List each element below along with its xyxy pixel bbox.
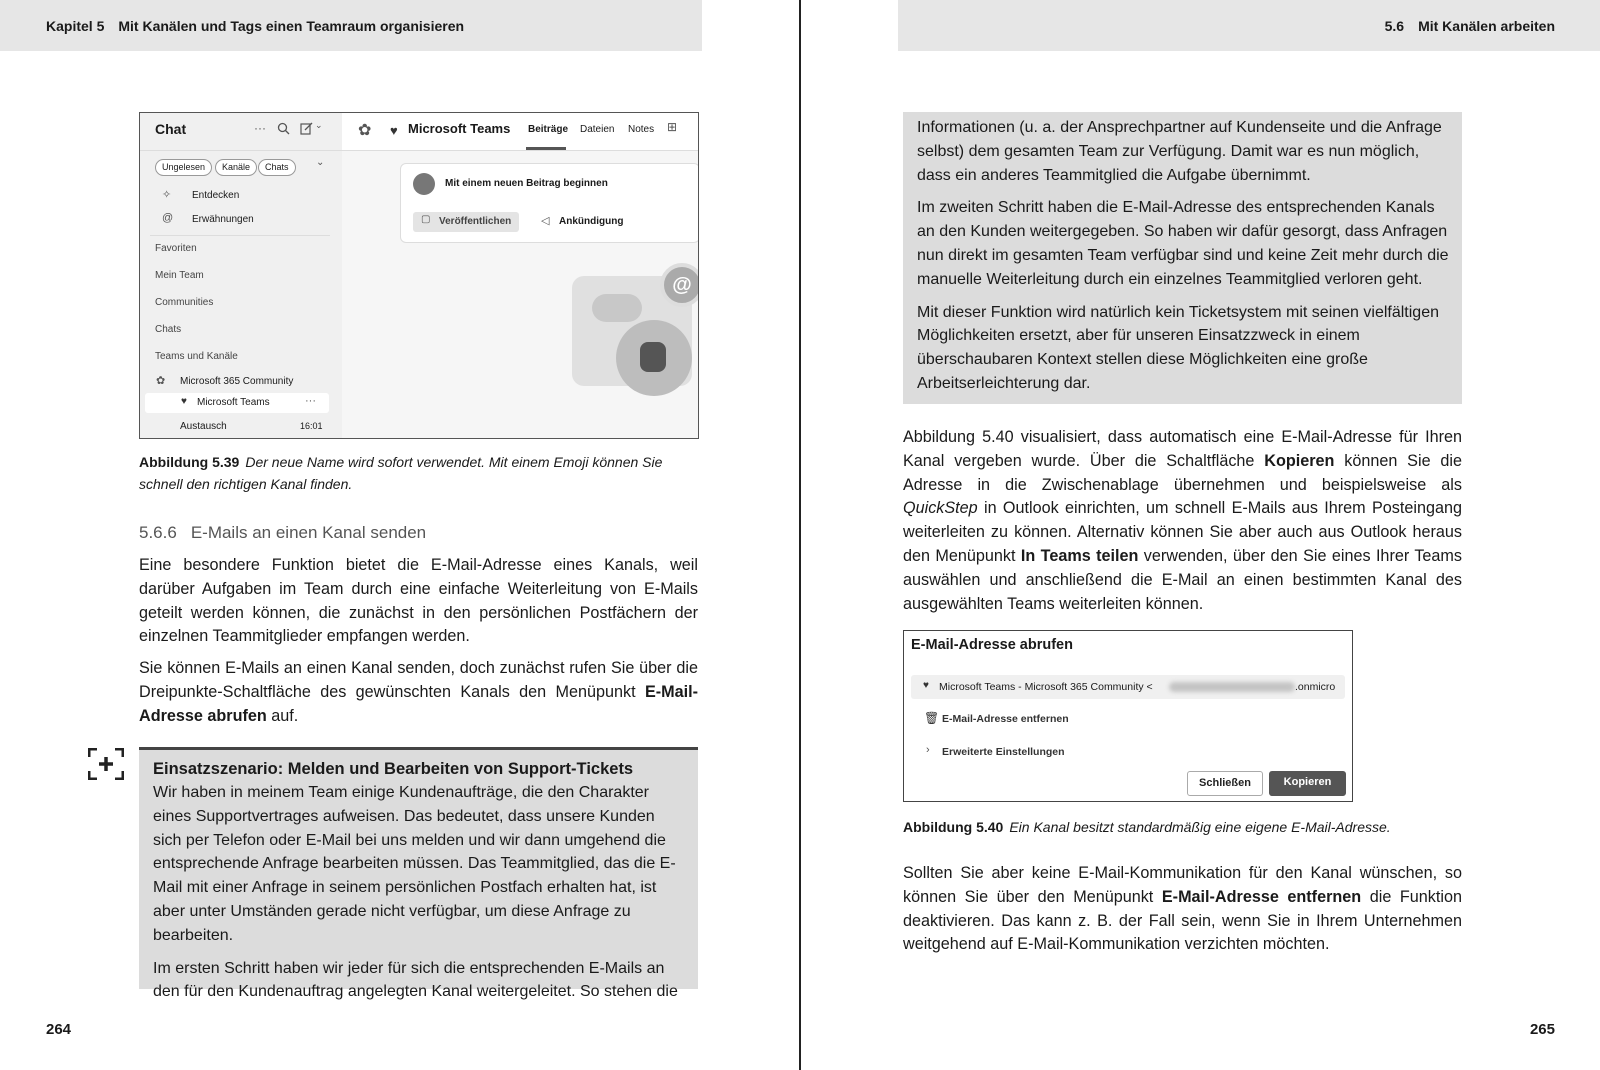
para2-bold: E-Mail-Adresse abrufen [139,682,698,725]
body-paragraph-3 [903,426,1462,616]
mention-icon: @ [162,212,174,224]
scenario-title: Einsatzszenario: Melden und Bearbeiten von Support-Tickets [153,760,634,778]
figure-text: Ein Kanal besitzt standardmäßig eine eigene E-Mail-Adresse. [1009,819,1391,835]
para4-bold: E-Mail-Adresse entfernen [1161,887,1362,906]
chevron-down-icon: ⌄ [315,120,323,130]
para3-text-d: in Outlook einrichten, um schnell E-Mails aus Ihrem Posteingang weiterleiten zu können. Alternativ können Sie aber auch aus Outlook heraus den Menüpunkt [903,499,1462,565]
section-chats: Chats [155,324,182,335]
compose-icon [300,122,313,135]
chat-sidebar [140,113,342,438]
scenario-cont-paragraph-1: Informationen (u. a. der Ansprechpartner auf Kundenseite und die Anfrage selbst) dem gesamten Team zur Verfügung. Damit war es nun möglich, dass ein anderes Teammitglied die Aufgabe übernimmt. [917,119,1442,184]
scenario-focus-icon [88,748,124,780]
team-avatar-icon: ✿ [156,375,166,387]
section-favorites: Favoriten [155,243,197,254]
search-icon [277,122,290,135]
figure-caption-539 [139,451,698,495]
right-page [802,0,1600,1070]
para4-text-c: die Funktion deaktivieren. Das kann z. B. der Fall sein, wenn Sie in Ihrem Unternehmen weitgehend auf E-Mail-Kommunikation verzichten möchten. [903,887,1462,954]
section-communities: Communities [155,297,214,308]
figure-text: Der neue Name wird sofort verwendet. Mit einem Emoji können Sie schnell den richtigen Kanal finden. [139,454,663,492]
scenario-cont-paragraph-3: Mit dieser Funktion wird natürlich kein Ticketsystem mit seinen vielfältigen Möglichkeiten ersetzt, aber für unseren Einsatzzweck in einem überschaubaren Kontext stellen diese Möglichkeiten eine große Arbeitserleichterung dar. [917,303,1439,392]
scenario-box-continued [903,112,1462,404]
para3-text-e: verwenden, über den Sie eines Ihrer Teams auswählen und anschließend die E-Mail an einen bestimmten Kanal des ausgewählten Teams weiterleiten können. [903,546,1462,613]
filter-channels: Kanäle [215,159,257,176]
section-title: E-Mails an einen Kanal senden [190,523,427,542]
tab-notes: Notes [628,124,655,135]
para3-text-c: können Sie die Adresse in die Zwischenablage übernehmen und beispielsweise als [903,451,1462,494]
chapter-number: Kapitel 5 [46,17,105,34]
nav-discover: Entdecken [192,190,240,201]
channel-next-name: Austausch [180,421,227,432]
channel-header [342,113,699,151]
section-my-team: Mein Team [155,270,204,281]
section-number: 5.6.6 [139,523,177,542]
scenario-box [139,747,698,1001]
more-icon: ··· [254,121,266,135]
body-paragraph-2 [139,657,698,728]
chevron-right-icon: › [926,744,930,756]
para3-italic-quickstep: QuickStep [903,499,978,518]
channel-item-selected [145,393,329,413]
scenario-paragraph-1: Wir haben in meinem Team einige Kundenaufträge, die den Charakter eines Supportvertrages aufweisen. Das bedeutet, dass unsere Kunden sich per Telefon oder E-Mail bei uns melden und wir dann umgehend die entsprechende Anfrage bearbeiten müssen. Das Teammitglied, das die E-Mail mit einer Anfrage in seinem persönlichen Postfach erhalten hat, ist aber unter Umständen gerade nicht verfügbar, um diese Anfrage zu bearbeiten. [153,784,676,944]
heart-emoji-icon: ♥ [181,396,187,407]
publish-label: Veröffentlichen [439,216,512,227]
address-suffix: .onmicro [1295,681,1336,693]
page-number-right: 265 [1529,1021,1555,1038]
figure-label: Abbildung 5.40 [903,819,1004,835]
megaphone-icon: ◁ [541,215,550,227]
tab-posts: Beiträge [528,124,569,135]
remove-email-option: E-Mail-Adresse entfernen [942,713,1069,725]
new-post-card [400,163,699,243]
section-number-head: 5.6 [1384,17,1405,34]
dialog-title: E-Mail-Adresse abrufen [911,637,1073,653]
team-name: Microsoft 365 Community [180,376,294,387]
figure-caption-540 [903,816,1462,838]
body-paragraph-1: Eine besondere Funktion bietet die E-Mail-Adresse eines Kanals, weil darüber Aufgaben im Team durch eine einfache Weiterleitung von E-Mails geteilt werden können, die zunächst in den persönlichen Postfächern der einzelnen Teammitglieder empfangen werden. [139,556,698,646]
filter-unread: Ungelesen [155,159,212,176]
para2-text-b: auf. [266,706,299,725]
para3-bold-share: In Teams teilen [1020,546,1139,565]
para3-text-a: Abbildung 5.40 visualisiert, dass automatisch eine E-Mail-Adresse für Ihren Kanal vergeben wurde. Über die Schaltfläche [903,428,1462,470]
channel-selected-name: Microsoft Teams [197,397,270,408]
channel-header-title: Microsoft Teams [408,121,511,136]
filter-chats: Chats [258,159,296,176]
section-heading [139,523,698,543]
at-bubble: @ [660,263,699,307]
channel-pane [342,113,699,438]
teams-screenshot [139,112,699,439]
add-tab-icon: ⊞ [667,120,678,134]
new-post-prompt: Mit einem neuen Beitrag beginnen [445,178,608,189]
copy-button: Kopieren [1269,771,1346,796]
page-number-left: 264 [46,1021,72,1038]
close-button: Schließen [1187,771,1263,796]
para4-text-a: Sollten Sie aber keine E-Mail-Kommunikation für den Kanal wünschen, so können Sie über den Menüpunkt [903,864,1462,906]
filter-chevron-icon: ⌄ [316,157,325,168]
email-address-dialog [903,630,1353,802]
publish-button [413,212,519,232]
figure-label: Abbildung 5.39 [139,454,240,470]
address-prefix: Microsoft Teams - Microsoft 365 Community < [939,681,1153,693]
announcement-label: Ankündigung [559,216,624,227]
publish-icon: ▢ [421,214,431,225]
running-head-left [0,0,702,51]
channel-next-time: 16:01 [300,421,323,431]
trash-icon: 🗑 [924,711,940,725]
user-avatar [413,173,435,195]
tab-files: Dateien [580,124,615,135]
scenario-cont-paragraph-2: Im zweiten Schritt haben die E-Mail-Adresse des entsprechenden Kanals an den Kunden weitergegeben. So haben wir dafür gesorgt, dass Anfragen nun direkt im gesamten Team verfügbar sind und keine Zeit mehr durch die manuelle Weiterleitung durch ein einzelnes Teammitglied verloren geht. [917,199,1449,288]
address-blurred [1169,682,1295,692]
email-address-field [911,675,1345,699]
heart-emoji-icon: ♥ [923,680,929,691]
chat-title: Chat [155,121,187,137]
channel-more-icon: ··· [305,395,316,407]
nav-mentions: Erwähnungen [192,214,254,225]
channel-heart-icon: ♥ [390,123,398,138]
chapter-title: Mit Kanälen und Tags einen Teamraum organisieren [118,17,465,34]
scenario-paragraph-2: Im ersten Schritt haben wir jeder für sich die entsprechenden E-Mails an den für den Kundenauftrag angelegten Kanal weitergeleitet. So stehen die [153,959,678,1001]
running-head-right [898,0,1600,51]
section-title-head: Mit Kanälen arbeiten [1418,17,1555,34]
advanced-settings-option: Erweiterte Einstellungen [942,746,1065,758]
section-teams-channels: Teams und Kanäle [155,351,238,362]
para2-text-a: Sie können E-Mails an einen Kanal senden, doch zunächst rufen Sie über die Dreipunkte-Schaltfläche des gewünschten Kanals den Menüpunkt [139,659,698,701]
body-paragraph-4 [903,862,1462,957]
team-logo-icon: ✿ [358,122,372,139]
discover-icon: ✧ [162,189,172,201]
para3-bold-copy: Kopieren [1264,451,1335,470]
